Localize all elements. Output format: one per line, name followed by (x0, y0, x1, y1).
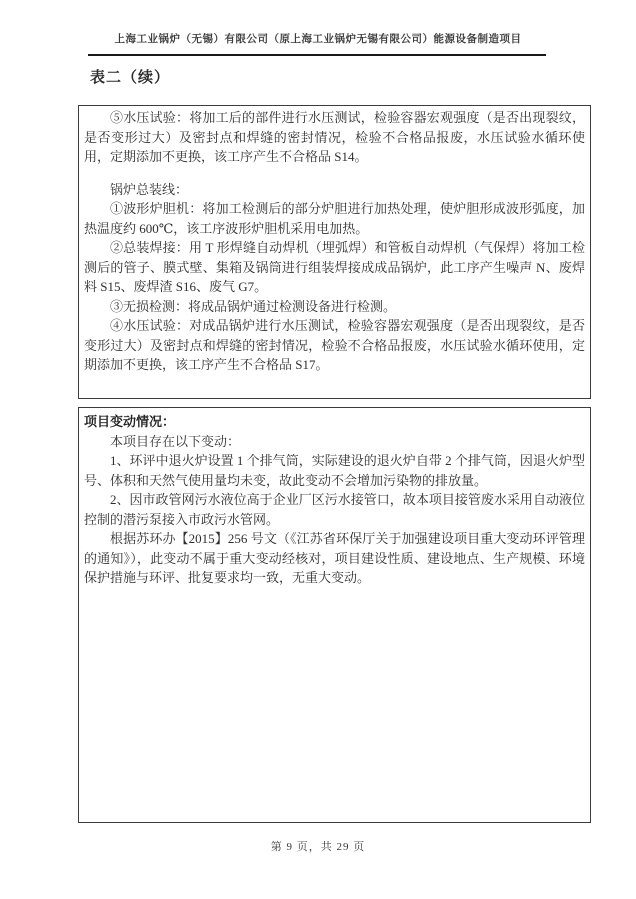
process-paragraph-furnace-machine-1: ①波形炉胆机：将加工检测后的部分炉胆进行加热处理，使炉胆形成波形弧度，加热温度约 600℃，该工序波形炉胆机采用电加热。 (84, 201, 585, 236)
process-paragraph-ndt-3: ③无损检测：将成品锅炉通过检测设备进行检测。 (110, 298, 397, 314)
changes-intro-paragraph: 本项目存在以下变动： (110, 433, 241, 449)
change-item-1-paragraph: 1、环评中退火炉设置 1 个排气筒，实际建设的退火炉自带 2 个排气筒，因退火炉型号、体积和天然气使用量均未变，故此变动不会增加污染物的排放量。 (84, 453, 585, 488)
change-item-2-paragraph: 2、因市政管网污水液位高于企业厂区污水接管口，故本项目接管废水采用自动液位控制的潜污泵接入市政污水管网。 (84, 492, 585, 527)
process-paragraph-hydro-test-5: ⑤水压试验：将加工后的部件进行水压测试，检验容器宏观强度（是否出现裂纹，是否变形过大）及密封点和焊缝的密封情况，检验不合格品报废，水压试验水循环使用，定期添加不更换，该工序产生不合格品 S14。 (84, 110, 585, 164)
document-header-title: 上海工业锅炉（无锡）有限公司（原上海工业锅炉无锡有限公司）能源设备制造项目 (114, 34, 522, 45)
process-description-box (78, 105, 591, 399)
project-changes-title: 项目变动情况： (84, 414, 176, 429)
changes-conclusion-paragraph: 根据苏环办【2015】256 号文（《江苏省环保厅关于加强建设项目重大变动环评管理的通知》），此变动不属于重大变动经核对，项目建设性质、建设地点、生产规模、环境保护措施与环评、批复要求均一致，无重大变动。 (84, 531, 585, 585)
page-number-footer: 第 9 页，共 29 页 (270, 841, 366, 853)
header-rule (88, 54, 546, 56)
project-changes-box (78, 407, 591, 823)
process-paragraph-assembly-welding-2: ②总装焊接：用 T 形焊缝自动焊机（埋弧焊）和管板自动焊机（气保焊）将加工检测后的管子、膜式壁、集箱及锅筒进行组装焊接成成品锅炉，此工序产生噪声 N、废焊料 S15、废焊渣 S16、废气 G7。 (84, 240, 585, 294)
table2-continued-label: 表二（续） (90, 70, 171, 86)
process-paragraph-assembly-line-title: 锅炉总装线： (110, 181, 189, 197)
process-paragraph-hydro-test-4: ④水压试验：对成品锅炉进行水压测试，检验容器宏观强度（是否出现裂纹，是否变形过大）及密封点和焊缝的密封情况，检验不合格品报废，水压试验水循环使用，定期添加不更换，该工序产生不合格品 S17。 (84, 318, 585, 372)
